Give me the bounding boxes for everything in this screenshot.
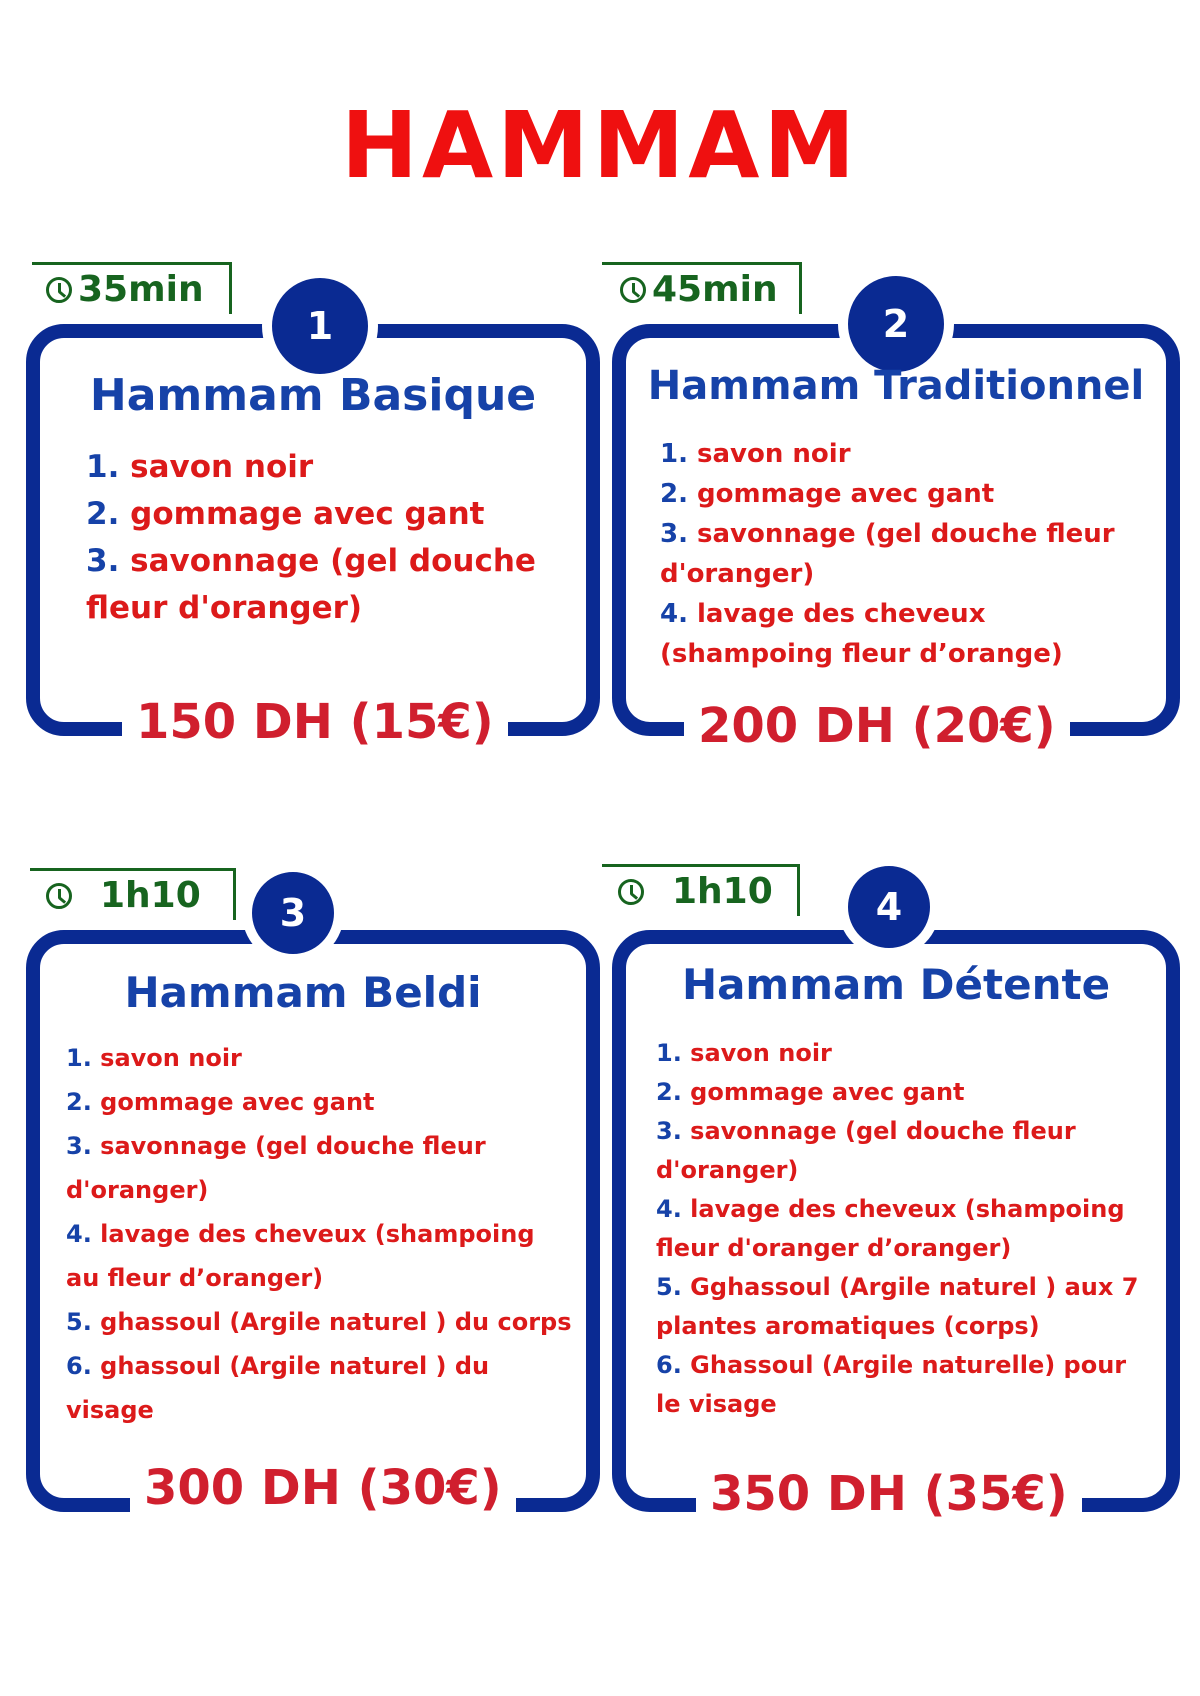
duration-label: 35min [78, 268, 204, 310]
card-title: Hammam Détente [681, 960, 1111, 1009]
list-item: 3. savonnage (gel douche fleur d'oranger) [656, 1117, 1076, 1184]
treatment-list [656, 1034, 1156, 1424]
card-title: Hammam Beldi [124, 968, 482, 1017]
clock-icon [618, 879, 644, 905]
list-item: 4. lavage des cheveux (shampoing fleur d'oranger d’oranger) [656, 1195, 1125, 1262]
duration-label: 45min [652, 268, 778, 310]
treatment-list [66, 1036, 574, 1432]
duration-label: 1h10 [672, 870, 773, 912]
list-item: 1. savon noir [660, 439, 851, 469]
list-item: 2. gommage avec gant [66, 1088, 375, 1116]
number-badge [242, 862, 344, 964]
list-item: 2. gommage avec gant [86, 496, 485, 532]
card-hammam-beldi [26, 868, 600, 1516]
card-title: Hammam Basique [89, 370, 537, 421]
list-item: 4. lavage des cheveux (shampoing au fleur d’oranger) [66, 1220, 535, 1292]
duration-tag [30, 868, 236, 920]
list-item: 5. ghassoul (Argile naturel ) du corps [66, 1308, 572, 1336]
card-hammam-basique [26, 262, 600, 750]
price-label: 300 DH (30€) [130, 1464, 516, 1512]
number-label: 4 [875, 885, 903, 929]
number-label: 3 [279, 891, 307, 935]
card-title: Hammam Traditionnel [647, 363, 1145, 409]
list-item: 3. savonnage (gel douche fleur d'oranger) [86, 543, 536, 626]
list-item: 5. Gghassoul (Argile naturel ) aux 7 plantes aromatiques (corps) [656, 1273, 1139, 1340]
clock-icon [620, 277, 646, 303]
number-badge [262, 268, 378, 384]
number-badge [838, 856, 940, 958]
list-item: 6. ghassoul (Argile naturel ) du visage [66, 1352, 490, 1424]
list-item: 2. gommage avec gant [656, 1078, 965, 1106]
page-title: HAMMAM [340, 92, 860, 199]
list-item: 6. Ghassoul (Argile naturelle) pour le visage [656, 1351, 1127, 1418]
duration-label: 1h10 [100, 874, 201, 916]
list-item: 4. lavage des cheveux (shampoing fleur d’orange) [660, 599, 1063, 669]
duration-tag [602, 864, 800, 916]
list-item: 3. savonnage (gel douche fleur d'oranger) [660, 519, 1115, 589]
list-item: 1. savon noir [66, 1044, 242, 1072]
clock-icon [46, 277, 72, 303]
list-item: 1. savon noir [86, 449, 314, 485]
price-label: 150 DH (15€) [122, 698, 508, 746]
clock-icon [46, 883, 72, 909]
duration-tag [602, 262, 802, 314]
card-hammam-detente [612, 868, 1180, 1522]
number-label: 2 [882, 302, 910, 346]
card-hammam-traditionnel [612, 262, 1180, 754]
duration-tag [32, 262, 232, 314]
treatment-list [86, 444, 566, 632]
price-label: 200 DH (20€) [684, 702, 1070, 750]
list-item: 2. gommage avec gant [660, 479, 995, 509]
number-label: 1 [306, 304, 334, 348]
list-item: 3. savonnage (gel douche fleur d'oranger) [66, 1132, 486, 1204]
treatment-list [660, 434, 1160, 674]
list-item: 1. savon noir [656, 1039, 832, 1067]
price-label: 350 DH (35€) [696, 1470, 1082, 1518]
